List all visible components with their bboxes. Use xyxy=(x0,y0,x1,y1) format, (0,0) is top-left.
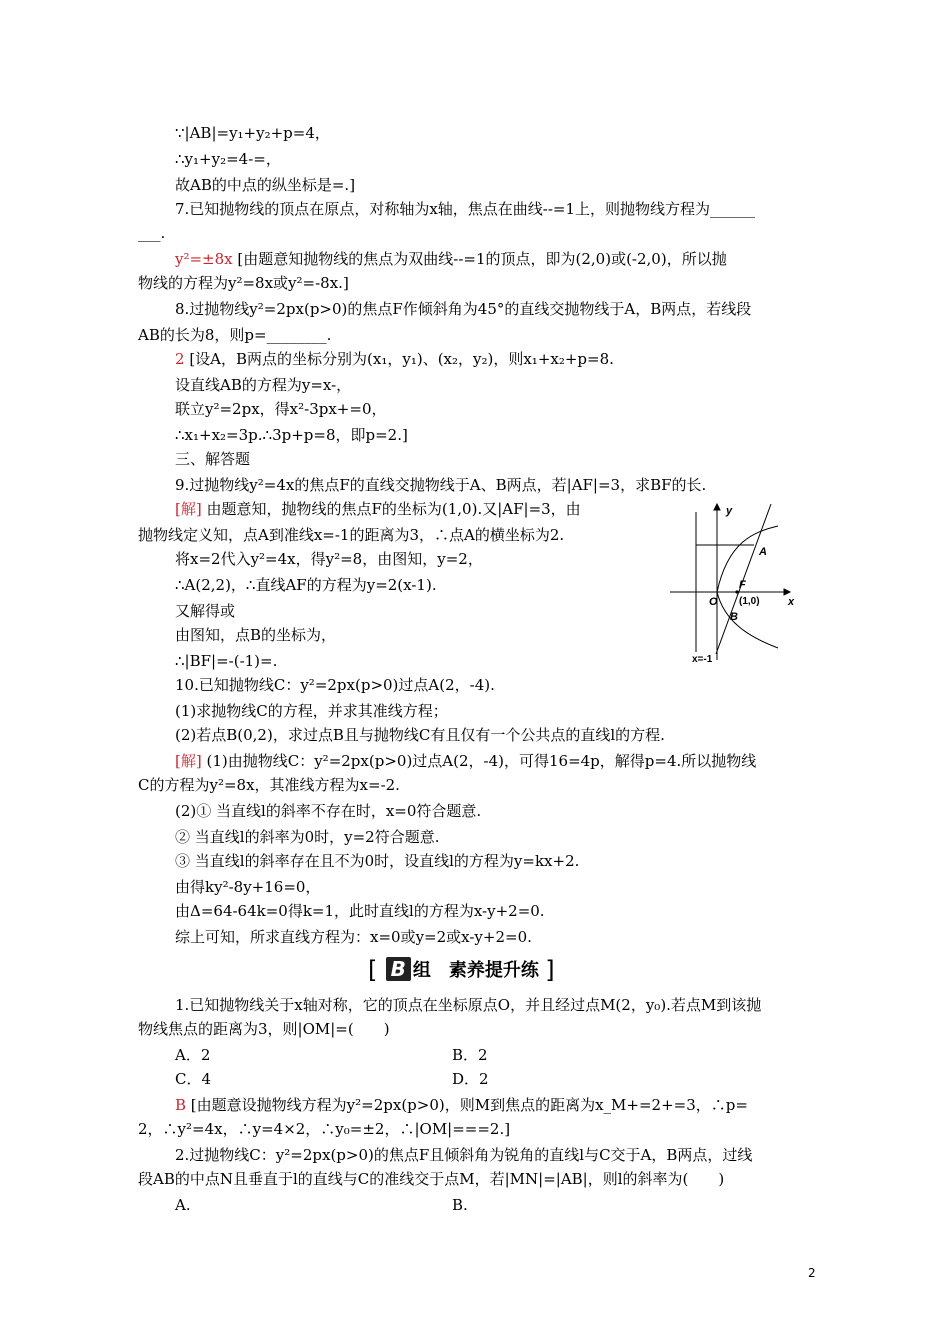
solution-tag: [解] xyxy=(175,752,202,770)
option-b: B．2 xyxy=(452,1046,488,1064)
answer-value: y²=±8x xyxy=(175,250,233,268)
question-10: 10.已知抛物线C：y²=2px(p>0)过点A(2，-4). xyxy=(175,676,495,694)
text-line: ∵|AB|=y₁+y₂+p=4， xyxy=(175,124,330,142)
text-line: 将x=2代入y²=4x，得y²=8，由图知，y=2， xyxy=(175,550,483,568)
answer-value: B xyxy=(175,1096,187,1114)
text-line: 物线焦点的距离为3，则|OM|=( ) xyxy=(138,1020,390,1038)
focus-label: F xyxy=(739,579,746,591)
question-b1: 1.已知抛物线关于x轴对称，它的顶点在坐标原点O，并且经过点M(2，y₀).若点M到该抛 xyxy=(175,996,762,1014)
point-a-label: A xyxy=(759,546,767,558)
text-line: ∴|BF|=-(-1)=. xyxy=(175,652,278,670)
y-axis-arrow-icon xyxy=(714,504,720,510)
banner-title: 组 素养提升练 xyxy=(412,960,539,981)
question-b2: 2.过抛物线C：y²=2px(p>0)的焦点F且倾斜角为锐角的直线l与C交于A，B两点，过线 xyxy=(175,1146,753,1164)
text-line: 由得ky²-8y+16=0， xyxy=(175,878,321,896)
answer-value: 2 xyxy=(175,350,185,368)
text-line: 由Δ=64-64k=0得k=1，此时直线l的方程为x-y+2=0. xyxy=(175,902,545,920)
text-line: 物线的方程为y²=8x或y²=-8x.] xyxy=(138,274,349,292)
origin-label: O xyxy=(709,596,718,608)
solution-tag: [解] xyxy=(175,500,202,518)
text-line: C的方程为y²=8x，其准线方程为x=-2. xyxy=(138,776,400,794)
solution-9 xyxy=(175,498,581,520)
text-line: 由图知，点B的坐标为， xyxy=(175,626,337,644)
text-line: 抛物线定义知，点A到准线x=-1的距离为3，∴点A的横坐标为2. xyxy=(138,526,565,544)
question-8: 8.过抛物线y²=2px(p>0)的焦点F作倾斜角为45°的直线交抛物线于A，B两点，若线段 xyxy=(175,300,752,318)
answer-explanation: [由题意知抛物线的焦点为双曲线--=1的顶点，即为(2,0)或(-2,0)，所以抛 xyxy=(232,250,727,268)
page-number: 2 xyxy=(808,1266,816,1280)
text-line: 故AB的中点的纵坐标是=.] xyxy=(175,176,356,194)
question-9: 9.过抛物线y²=4x的焦点F的直线交抛物线于A、B两点，若|AF|=3，求BF的长. xyxy=(175,476,707,494)
option-d: D．2 xyxy=(452,1070,489,1088)
x-axis-arrow-icon xyxy=(784,589,790,595)
focus-coordinate-label: (1,0) xyxy=(739,596,760,607)
text-line: 设直线AB的方程为y=x-， xyxy=(175,376,352,394)
banner-bracket-close: ] xyxy=(545,956,555,984)
text-line: ② 当直线l的斜率为0时，y=2符合题意. xyxy=(175,828,440,846)
text-line: 段AB的中点N且垂直于l的直线与C的准线交于点M，若|MN|=|AB|，则l的斜率为( ) xyxy=(138,1170,725,1188)
text-line: (1)求抛物线C的方程，并求其准线方程； xyxy=(175,702,448,720)
banner-bracket-open: [ xyxy=(368,956,378,984)
text-line: 2，∴y²=4x，∴y=4×2，∴y₀=±2，∴|OM|===2.] xyxy=(138,1120,511,1138)
solution-10 xyxy=(175,750,756,772)
text-line: ___. xyxy=(138,224,166,242)
answer-explanation: [设A，B两点的坐标分别为(x₁，y₁)、(x₂，y₂)，则x₁+x₂+p=8. xyxy=(184,350,614,368)
answer-8 xyxy=(175,348,614,370)
text-line: ∴A(2,2)，∴直线AF的方程为y=2(x-1). xyxy=(175,576,437,594)
x-axis-label: x xyxy=(788,596,795,608)
option-c: C．4 xyxy=(175,1070,212,1088)
text-line: AB的长为8，则p=________. xyxy=(138,326,332,344)
parabola-figure xyxy=(668,502,802,666)
text-line: 联立y²=2px，得x²-3px+=0， xyxy=(175,400,387,418)
answer-b1 xyxy=(175,1094,748,1116)
point-b-label: B xyxy=(730,611,738,623)
option-a: A．2 xyxy=(175,1046,211,1064)
section-banner xyxy=(368,956,555,986)
banner-letter: B xyxy=(386,957,411,981)
directrix-label: x=-1 xyxy=(692,654,713,665)
solution-text: (1)由抛物线C：y²=2px(p>0)过点A(2，-4)，可得16=4p，解得p=4.所以抛物线 xyxy=(201,752,757,770)
text-line: (2)若点B(0,2)，求过点B且与抛物线C有且仅有一个公共点的直线l的方程. xyxy=(175,726,665,744)
option-b: B. xyxy=(452,1196,468,1214)
text-line: ∴x₁+x₂=3p.∴3p+p=8，即p=2.] xyxy=(175,426,408,444)
text-line: ③ 当直线l的斜率存在且不为0时，设直线l的方程为y=kx+2. xyxy=(175,852,580,870)
answer-7 xyxy=(175,248,727,270)
solution-text: 由题意知，抛物线的焦点F的坐标为(1,0).又|AF|=3，由 xyxy=(201,500,581,518)
option-a: A. xyxy=(175,1196,191,1214)
text-line: 综上可知，所求直线方程为：x=0或y=2或x-y+2=0. xyxy=(175,928,532,946)
answer-explanation: [由题意设抛物线方程为y²=2px(p>0)，则M到焦点的距离为x_M+=2+=3，∴p= xyxy=(186,1096,748,1114)
parabola-curve xyxy=(717,526,778,648)
text-line: 又解得或 xyxy=(175,602,236,620)
question-7: 7.已知抛物线的顶点在原点，对称轴为x轴，焦点在曲线--=1上，则抛物线方程为______ xyxy=(175,200,756,218)
section-heading: 三、解答题 xyxy=(175,450,251,468)
text-line: ∴y₁+y₂=4-=， xyxy=(175,150,281,168)
text-line: (2)① 当直线l的斜率不存在时，x=0符合题意. xyxy=(175,802,482,820)
y-axis-label: y xyxy=(726,505,733,517)
